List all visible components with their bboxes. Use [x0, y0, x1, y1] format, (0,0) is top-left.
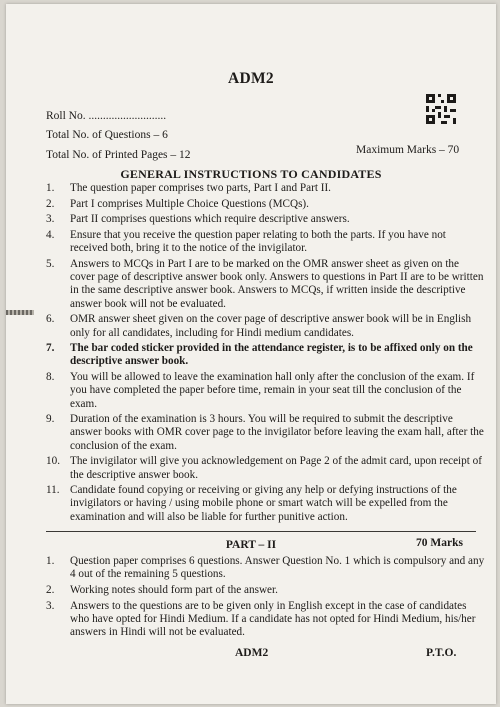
question-paper-page: [6, 4, 496, 704]
list-item: 8. You will be allowed to leave the examination hall only after the conclusion of the exam. If you have completed the paper before time, remain in your seat till the conclusion of the exam.: [46, 371, 475, 410]
total-questions: Total No. of Questions – 6: [46, 129, 168, 141]
instructions-heading: GENERAL INSTRUCTIONS TO CANDIDATES: [120, 167, 382, 181]
list-item: 1. Question paper comprises 6 questions. Answer Question No. 1 which is compulsory and any 4 out of the remaining 5 questions.: [46, 555, 485, 581]
roll-number-line: Roll No. ...........................: [46, 110, 167, 122]
list-item: 6. OMR answer sheet given on the cover page of descriptive answer book will be in English only for all candidates, including for Hindi medium candidates.: [46, 313, 472, 339]
list-item: 3. Answers to the questions are to be given only in English except in the case of candidates who have opted for Hindi Medium. If a candidate has not opted for Hindi Medium, his/her answers in Hindi will not be evaluated.: [46, 599, 476, 639]
list-item: 2. Part I comprises Multiple Choice Questions (MCQs).: [46, 197, 309, 210]
list-item: 7. The bar coded sticker provided in the attendance register, is to be affixed only on the descriptive answer book.: [46, 342, 473, 368]
binder-strip: [6, 310, 34, 315]
printed-pages: Total No. of Printed Pages – 12: [46, 149, 191, 161]
part-two-marks: 70 Marks: [416, 537, 463, 549]
maximum-marks: Maximum Marks – 70: [356, 144, 460, 156]
list-item: 4. Ensure that you receive the question paper relating to both the parts. If you have not received both, bring it to the notice of the invigilator.: [46, 229, 446, 255]
part-two-list: [46, 555, 486, 642]
list-item: 9. Duration of the examination is 3 hours. You will be required to submit the descriptive answer books with OMR cover page to the invigilator before leaving the exam hall, after the conclusion of the exam.: [46, 413, 484, 452]
list-item: 2. Working notes should form part of the answer.: [46, 583, 278, 596]
list-item: 11. Candidate found copying or receiving or giving any help or defying instructions of the invigilators or having / using mobile phone or smart watch will be expelled from the examination and will also be liable for further punitive action.: [46, 484, 457, 523]
list-item: 3. Part II comprises questions which require descriptive answers.: [46, 213, 350, 226]
footer-paper-code: ADM2: [235, 647, 269, 659]
qr-code-icon: [426, 94, 456, 124]
paper-code: ADM2: [228, 70, 274, 87]
list-item: 5. Answers to MCQs in Part I are to be marked on the OMR answer sheet as given on the cover page of descriptive answer book only. Answers to questions in Part II are to be written in the same descriptive answer book. Answers to MCQs, if written inside the descriptive answer book will not be evaluated.: [46, 258, 484, 310]
section-divider: [46, 531, 476, 532]
pto-label: P.T.O.: [426, 647, 457, 659]
part-two-heading: PART – II: [225, 539, 277, 551]
instructions-list: [46, 182, 486, 526]
list-item: 1. The question paper comprises two parts, Part I and Part II.: [46, 182, 331, 194]
list-item: 10. The invigilator will give you acknowledgement on Page 2 of the admit card, upon receipt of the descriptive answer book.: [46, 455, 482, 481]
